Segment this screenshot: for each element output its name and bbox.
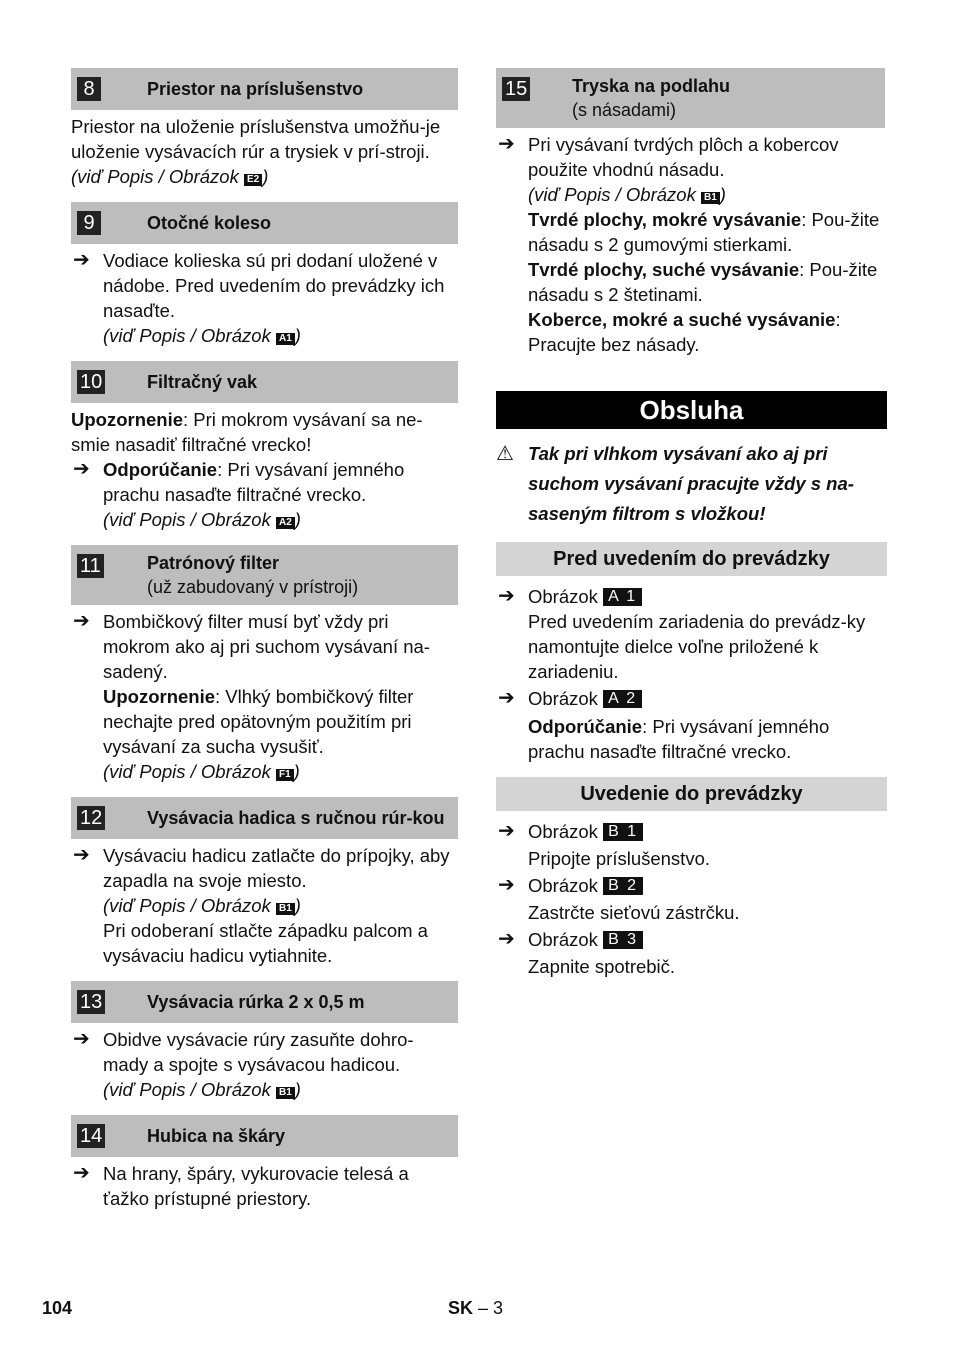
warning-note: Upozornenie: Pri mokrom vysávaní sa ne-smie nasadiť filtračné vrecko! bbox=[71, 409, 423, 455]
bullet-item: ➔ Obrázok B 1 bbox=[496, 819, 887, 844]
section-header-12 bbox=[71, 797, 458, 839]
section-header-13 bbox=[71, 981, 458, 1023]
left-column bbox=[71, 68, 458, 1211]
chapter-title: Obsluha bbox=[496, 391, 887, 429]
bullet-item: ➔ Vysávaciu hadicu zatlačte do prípojky, aby zapadla na svoje miesto. bbox=[73, 844, 450, 891]
paragraph: Koberce, mokré a suché vysávanie: Pracujte bez násady. bbox=[528, 309, 841, 355]
bullet-item: ➔ Pri vysávaní tvrdých plôch a kobercov použite vhodnú násadu. bbox=[498, 133, 839, 180]
section-title: Patrónový filter (už zabudovaný v prístroji) bbox=[147, 553, 359, 597]
section-title: Tryska na podlahu (s násadami) bbox=[572, 76, 731, 120]
bullet-item: ➔ Obrázok A 1 bbox=[496, 584, 887, 609]
section-header-14 bbox=[71, 1115, 458, 1157]
subsection-title: Pred uvedením do prevádzky bbox=[496, 542, 887, 576]
figure-reference: (viď Popis / Obrázok E2 ) bbox=[71, 166, 269, 187]
figure-badge: B 1 bbox=[603, 823, 643, 841]
bullet-item: ➔ Obidve vysávacie rúry zasuňte dohro-mady a spojte s vysávacou hadicou. bbox=[73, 1028, 414, 1075]
section-number: 13 bbox=[77, 990, 105, 1014]
section-number: 10 bbox=[77, 370, 105, 394]
warning-triangle-icon: ⚠ bbox=[496, 443, 514, 465]
figure-badge: B1 bbox=[701, 192, 720, 204]
section-header-9 bbox=[71, 202, 458, 244]
section-number: 15 bbox=[502, 77, 530, 101]
section-header-15 bbox=[496, 68, 885, 128]
section-header-10 bbox=[71, 361, 458, 403]
bullet-item: ➔ Obrázok B 2 bbox=[496, 873, 887, 898]
warning-note: Upozornenie: Vlhký bombičkový filter nechajte pred opätovným použitím pri vysávaní za sucha vysušiť. bbox=[103, 686, 414, 757]
arrow-icon: ➔ bbox=[498, 874, 515, 896]
bullet-item: ➔ Bombičkový filter musí byť vždy pri mokrom ako aj pri suchom vysávaní na-sadený. bbox=[73, 610, 430, 682]
warning-block bbox=[496, 439, 887, 529]
figure-badge: B1 bbox=[276, 903, 295, 915]
section-header-11 bbox=[71, 545, 458, 605]
section-number: 9 bbox=[77, 211, 101, 235]
arrow-icon: ➔ bbox=[73, 249, 90, 271]
paragraph: Zastrčte sieťovú zástrčku. bbox=[528, 902, 740, 923]
figure-badge: A 1 bbox=[603, 588, 642, 606]
paragraph: Pred uvedením zariadenia do prevádz-ky namontujte dielce voľne priložené k zariadeniu. bbox=[528, 611, 866, 682]
section-title: Vysávacia hadica s ručnou rúr-kou bbox=[147, 808, 445, 828]
bullet-item: ➔ Na hrany, špáry, vykurovacie telesá a ťažko prístupné priestory. bbox=[73, 1162, 409, 1209]
arrow-icon: ➔ bbox=[73, 1162, 90, 1184]
paragraph: Zapnite spotrebič. bbox=[528, 956, 676, 977]
figure-reference: (viď Popis / Obrázok F1 ) bbox=[103, 761, 300, 782]
section-number: 14 bbox=[77, 1124, 105, 1148]
section-number: 11 bbox=[77, 554, 104, 578]
figure-reference: (viď Popis / Obrázok A1 ) bbox=[103, 325, 301, 346]
figure-badge: A 2 bbox=[603, 690, 642, 708]
figure-badge: B1 bbox=[276, 1087, 295, 1099]
warning-text: Tak pri vlhkom vysávaní ako aj pri suchom vysávaní pracujte vždy s na-saseným filtrom s vložkou! bbox=[528, 443, 854, 524]
bullet-item: ➔ Obrázok B 3 bbox=[496, 927, 887, 952]
section-number: 8 bbox=[77, 77, 101, 101]
section-title: Filtračný vak bbox=[147, 372, 258, 392]
arrow-icon: ➔ bbox=[73, 844, 90, 866]
figure-reference: (viď Popis / Obrázok A2 ) bbox=[103, 509, 301, 530]
arrow-icon: ➔ bbox=[498, 820, 515, 842]
arrow-icon: ➔ bbox=[498, 133, 515, 155]
page-number: 104 bbox=[42, 1298, 73, 1318]
figure-badge: F1 bbox=[276, 769, 294, 781]
section-title: Otočné koleso bbox=[147, 213, 272, 233]
section-header-8 bbox=[71, 68, 458, 110]
section-title: Hubica na škáry bbox=[147, 1126, 286, 1146]
arrow-icon: ➔ bbox=[73, 1028, 90, 1050]
figure-badge: B 3 bbox=[603, 931, 643, 949]
arrow-icon: ➔ bbox=[73, 610, 90, 632]
subsection-title: Uvedenie do prevádzky bbox=[496, 777, 887, 811]
bullet-item: ➔ Vodiace kolieska sú pri dodaní uložené v nádobe. Pred uvedením do prevádzky ich nasaďte. bbox=[73, 249, 445, 321]
bullet-item: ➔ Odporúčanie: Pri vysávaní jemného prachu nasaďte filtračné vrecko. bbox=[73, 458, 405, 505]
bullet-item: ➔ Obrázok A 2 bbox=[496, 686, 887, 711]
section-title: Priestor na príslušenstvo bbox=[147, 79, 364, 99]
arrow-icon: ➔ bbox=[498, 585, 515, 607]
arrow-icon: ➔ bbox=[498, 687, 515, 709]
arrow-icon: ➔ bbox=[498, 928, 515, 950]
figure-reference: (viď Popis / Obrázok B1 ) bbox=[103, 1079, 301, 1100]
section-number: 12 bbox=[77, 806, 105, 830]
figure-badge: B 2 bbox=[603, 877, 643, 895]
paragraph: Pripojte príslušenstvo. bbox=[528, 848, 711, 869]
page-footer-label: SK – 3 bbox=[448, 1298, 504, 1318]
right-column bbox=[496, 68, 887, 979]
figure-reference: (viď Popis / Obrázok B1 ) bbox=[528, 184, 726, 205]
paragraph: Odporúčanie: Pri vysávaní jemného prachu nasaďte filtračné vrecko. bbox=[528, 716, 830, 762]
figure-badge: A1 bbox=[276, 333, 295, 345]
section-title: Vysávacia rúrka 2 x 0,5 m bbox=[147, 992, 365, 1012]
arrow-icon: ➔ bbox=[73, 458, 90, 480]
paragraph: Pri odoberaní stlačte západku palcom a vysávaciu hadicu vytiahnite. bbox=[103, 920, 428, 966]
figure-reference: (viď Popis / Obrázok B1 ) bbox=[103, 895, 301, 916]
paragraph: Tvrdé plochy, suché vysávanie: Pou-žite násadu s 2 štetinami. bbox=[528, 259, 878, 305]
paragraph: Priestor na uloženie príslušenstva umožňu-je uloženie vysávacích rúr a trysiek v prí-stroji. bbox=[71, 116, 441, 162]
paragraph: Tvrdé plochy, mokré vysávanie: Pou-žite násadu s 2 gumovými stierkami. bbox=[528, 209, 880, 255]
figure-badge: A2 bbox=[276, 517, 295, 529]
figure-badge: E2 bbox=[244, 174, 262, 186]
